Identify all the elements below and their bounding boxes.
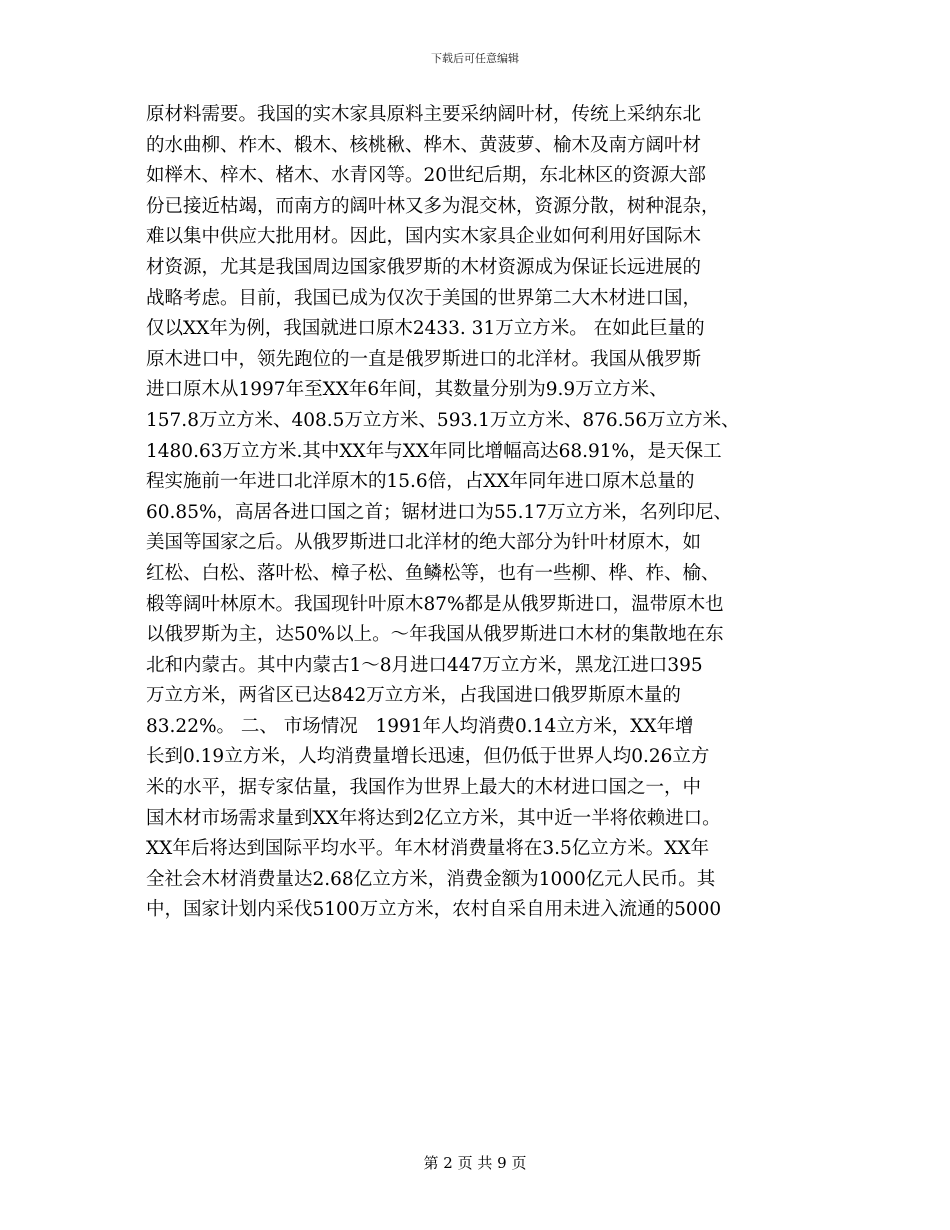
text-line: 仅以XX年为例，我国就进口原木2433. 31万立方米。 在如此巨量的 [146,318,705,340]
text-line: 原木进口中，领先跑位的一直是俄罗斯进口的北洋材。我国从俄罗斯 [146,348,702,370]
text-line: 60.85%，高居各进口国之首；锯材进口为55.17万立方米，名列印尼、 [146,501,733,523]
text-line: 的水曲柳、柞木、椴木、核桃楸、桦木、黄菠萝、榆木及南方阔叶材 [146,134,702,156]
text-line: 美国等国家之后。从俄罗斯进口北洋材的绝大部分为针叶材原木，如 [146,532,702,554]
text-line: 原材料需要。我国的实木家具原料主要采纳阔叶材，传统上采纳东北 [146,104,702,125]
text-line: 长到0.19立方米，人均消费量增长迅速，但仍低于世界人均0.26立方 [146,746,710,768]
text-line: 战略考虑。目前，我国已成为仅次于美国的世界第二大木材进口国， [146,287,702,309]
text-line: 米的水平，据专家估量，我国作为世界上最大的木材进口国之一，中 [146,777,702,799]
text-line: 国木材市场需求量到XX年将达到2亿立方米，其中近一半将依赖进口。 [146,807,721,829]
text-line: 程实施前一年进口北洋原木的15.6倍，占XX年同年进口原木总量的 [146,471,695,493]
text-line: 材资源，尤其是我国周边国家俄罗斯的木材资源成为保证长远进展的 [146,256,702,278]
text-line: 以俄罗斯为主，达50%以上。～年我国从俄罗斯进口木材的集散地在东 [146,624,724,646]
text-line: 份已接近枯竭，而南方的阔叶林又多为混交林，资源分散，树种混杂， [146,195,720,217]
page-header: 下载后可任意编辑 [431,52,519,65]
text-line: 进口原木从1997年至XX年6年间，其数量分别为9.9万立方米、 [146,379,668,401]
document-body [146,100,806,926]
text-line: 157.8万立方米、408.5万立方米、593.1万立方米、876.56万立方米、 [146,409,740,431]
text-line: 北和内蒙古。其中内蒙古1～8月进口447万立方米，黑龙江进口395 [146,654,703,676]
text-line: 中，国家计划内采伐5100万立方米，农村自采自用未进入流通的5000 [146,899,722,921]
text-line: 全社会木材消费量达2.68亿立方米，消费金额为1000亿元人民币。其 [146,868,716,890]
text-line: 1480.63万立方米.其中XX年与XX年同比增幅高达68.91%，是天保工 [146,440,722,462]
text-line: XX年后将达到国际平均水平。年木材消费量将在3.5亿立方米。XX年 [146,838,710,860]
text-line: 如榉木、梓木、楮木、水青冈等。20世纪后期，东北林区的资源大部 [146,165,707,187]
text-line: 万立方米，两省区已达842万立方米，占我国进口俄罗斯原木量的 [146,685,681,707]
text-line: 红松、白松、落叶松、樟子松、鱼鳞松等，也有一些柳、桦、柞、榆、 [146,562,720,584]
page-footer: 第 2 页 共 9 页 [423,1154,527,1172]
text-line: 难以集中供应大批用材。因此，国内实木家具企业如何利用好国际木 [146,226,702,248]
text-line: 83.22%。 二、 市场情况 1991年人均消费0.14立方米，XX年增 [146,715,694,737]
text-line: 椴等阔叶林原木。我国现针叶原木87%都是从俄罗斯进口，温带原木也 [146,593,724,615]
